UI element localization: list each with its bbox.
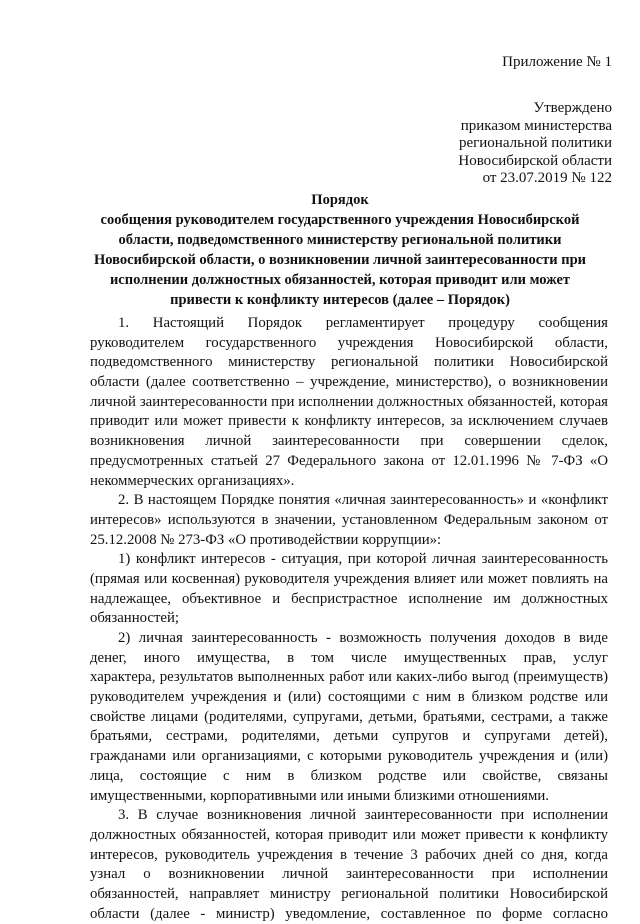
item-2-line: лица, состоящие с ним в близком родстве или свойстве, связаны: [90, 767, 608, 784]
item-1-line: 1) конфликт интересов - ситуация, при которой личная заинтересованность: [118, 551, 608, 568]
paragraph-1-line: 1. Настоящий Порядок регламентирует процедуру сообщения: [118, 315, 608, 331]
item-2-line: денег, иного имущества, в том числе имущественных прав, услуг: [90, 649, 608, 666]
approval-block: [458, 100, 612, 188]
paragraph-2-line: 2. В настоящем Порядке понятия «личная заинтересованность» и «конфликт: [118, 492, 608, 509]
item-1-line: (прямая или косвенная) руководителя учреждения влияет или может повлиять на: [90, 570, 608, 587]
paragraph-1-line: приводит или может привести к конфликту интересов, за исключением случаев: [90, 413, 608, 430]
item-2-line: 2) личная заинтересованность - возможность получения доходов в виде: [118, 630, 608, 646]
item-2-line: имущественными, корпоративными или иными близкими отношениями.: [90, 787, 549, 804]
paragraph-1-line: возникновения личной заинтересованности при совершении сделок,: [90, 433, 608, 450]
title-line: Порядок: [311, 192, 369, 208]
paragraph-1-line: некоммерческих организациях».: [90, 472, 295, 489]
paragraph-3-line: 3. В случае возникновения личной заинтересованности при исполнении: [118, 807, 608, 824]
title-line: области, подведомственного министерству региональной политики: [118, 232, 562, 248]
title-line: сообщения руководителем государственного учреждения Новосибирской: [100, 212, 580, 228]
approval-line: Утверждено: [533, 100, 612, 116]
paragraph-3-line: узнал о возникновении личной заинтересованности при исполнении: [90, 866, 608, 883]
paragraph-2-line: 25.12.2008 № 273-ФЗ «О противодействии коррупции»:: [90, 531, 442, 548]
paragraph-1-line: подведомственного министерству региональной политики Новосибирской: [90, 354, 608, 371]
approval-line: региональной политики: [458, 135, 612, 151]
item-2-line: братьями, сестрами, родителями, детьми супругов и супругами детей),: [90, 728, 608, 745]
title-line: исполнении должностных обязанностей, которая приводит или может: [109, 272, 571, 288]
appendix-label: Приложение № 1: [502, 54, 612, 70]
item-1-line: надлежащее, объективное и беспристрастное исполнение им должностных: [90, 590, 608, 607]
approval-date: от 23.07.2019 № 122: [482, 170, 612, 186]
item-1-line: обязанностей;: [90, 610, 180, 627]
paragraph-1-line: руководителем государственного учреждения Новосибирской области,: [90, 334, 608, 351]
approval-line: приказом министерства: [460, 117, 612, 134]
item-2-line: свойстве лицами (родителями, супругами, детьми, братьями, сестрами, а также: [90, 708, 608, 725]
item-2-line: руководителем учреждения и (или) состоящими с ним в близком родстве или: [90, 689, 608, 706]
title-line: Новосибирской области, о возникновении личной заинтересованности при: [93, 252, 587, 268]
document-body: [90, 314, 608, 924]
paragraph-1-line: области (далее соответственно – учреждение, министерство), о возникновении: [90, 374, 608, 391]
item-2-line: гражданами или организациями, с которыми руководитель учреждения и (или): [90, 748, 608, 765]
paragraph-3-line: интересов, руководитель учреждения в течение 3 рабочих дней со дня, когда: [90, 846, 608, 863]
paragraph-3-line: обязанностей, направляет министру региональной политики Новосибирской: [90, 885, 608, 902]
paragraph-1-line: личной заинтересованности при исполнении должностных обязанностей, которая: [90, 393, 608, 410]
paragraph-1-line: предусмотренных статьей 27 Федерального закона от 12.01.1996 № 7-ФЗ «О: [90, 452, 608, 469]
document-title: [70, 190, 610, 310]
paragraph-3-line: области (далее - министр) уведомление, составленное по форме согласно: [90, 905, 608, 922]
paragraph-3-line: должностных обязанностей, которая приводит или может привести к конфликту: [90, 826, 608, 843]
title-line: привести к конфликту интересов (далее – Порядок): [170, 292, 510, 308]
paragraph-2-line: интересов» используются в значении, установленном Федеральным законом от: [90, 511, 608, 528]
approval-line: Новосибирской области: [458, 152, 612, 169]
item-2-line: характера, результатов выполненных работ или каких-либо выгод (преимуществ): [90, 669, 608, 686]
